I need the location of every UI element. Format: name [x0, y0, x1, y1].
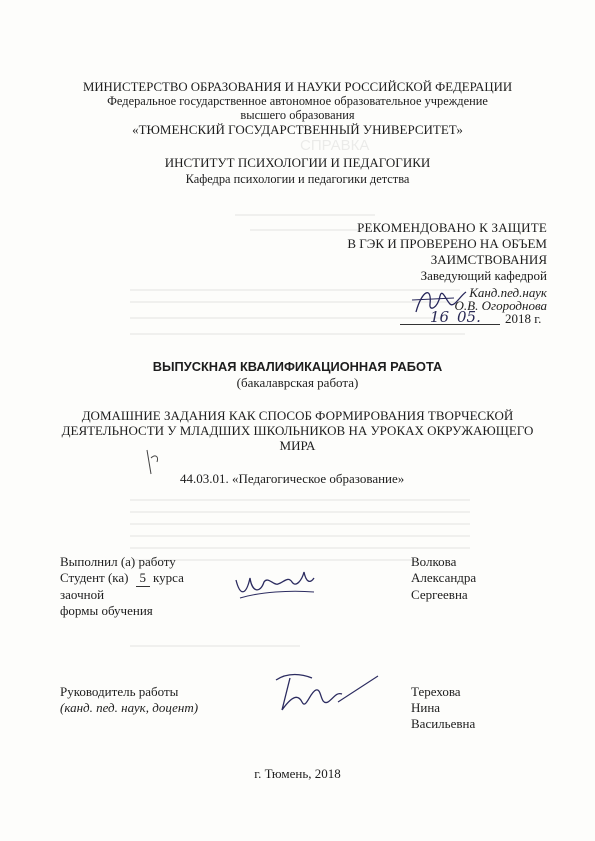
- supervisor-label-1: Руководитель работы: [60, 684, 179, 699]
- student-label-3: заочной: [60, 587, 105, 602]
- course-number: 5: [136, 570, 150, 587]
- student-signature: [230, 562, 320, 607]
- student-name: Александра: [411, 570, 477, 585]
- approval-line-3: ЗАИМСТВОВАНИЯ: [430, 252, 547, 267]
- approval-line-2: В ГЭК И ПРОВЕРЕНО НА ОБЪЕМ: [347, 236, 547, 251]
- svg-text:СПРАВКА: СПРАВКА: [300, 137, 370, 154]
- head-name: О.В. Огороднова: [454, 298, 547, 313]
- head-degree: Канд.пед.наук: [469, 285, 547, 300]
- supervisor-surname: Терехова: [411, 684, 461, 699]
- work-title-line-3: МИРА: [279, 438, 316, 453]
- course-word: курса: [153, 570, 184, 585]
- education-line: высшего образования: [240, 108, 355, 122]
- pencil-mark: [143, 448, 163, 478]
- date-day: 16: [430, 308, 450, 326]
- student-patronymic: Сергеевна: [411, 587, 468, 602]
- head-of-department-label: Заведующий кафедрой: [420, 268, 547, 283]
- city-year: г. Тюмень, 2018: [254, 766, 341, 781]
- date-month: 05.: [457, 308, 481, 326]
- student-label-1: Выполнил (а) работу: [60, 554, 176, 569]
- student-surname: Волкова: [411, 554, 457, 569]
- head-signature: [410, 282, 470, 322]
- student-label-4: формы обучения: [60, 603, 153, 618]
- work-type: ВЫПУСКНАЯ КВАЛИФИКАЦИОННАЯ РАБОТА: [152, 359, 443, 374]
- ministry-line: МИНИСТЕРСТВО ОБРАЗОВАНИЯ И НАУКИ РОССИЙСКОЙ ФЕДЕРАЦИИ: [82, 80, 513, 94]
- department-name: Кафедра психологии и педагогики детства: [185, 172, 410, 186]
- date-underline: [400, 324, 500, 325]
- work-title-line-1: ДОМАШНИЕ ЗАДАНИЯ КАК СПОСОБ ФОРМИРОВАНИЯ ТВОРЧЕСКОЙ: [81, 408, 514, 423]
- institute-name: ИНСТИТУТ ПСИХОЛОГИИ И ПЕДАГОГИКИ: [164, 155, 431, 170]
- specialty: 44.03.01. «Педагогическое образование»: [180, 471, 405, 486]
- work-subtype: (бакалаврская работа): [236, 375, 359, 390]
- university-name: «ТЮМЕНСКИЙ ГОСУДАРСТВЕННЫЙ УНИВЕРСИТЕТ»: [132, 122, 463, 137]
- student-label-text: Студент (ка): [60, 570, 129, 585]
- work-title-line-2: ДЕЯТЕЛЬНОСТИ У МЛАДШИХ ШКОЛЬНИКОВ НА УРОКАХ ОКРУЖАЮЩЕГО: [61, 423, 534, 438]
- supervisor-signature: [262, 666, 382, 726]
- institution-type-line: Федеральное государственное автономное образовательное учреждение: [107, 94, 488, 108]
- supervisor-label-2: (канд. пед. наук, доцент): [60, 700, 199, 715]
- date-year: 2018 г.: [505, 311, 542, 326]
- supervisor-name: Нина: [411, 700, 441, 715]
- student-label-2: [60, 570, 184, 587]
- approval-line-1: РЕКОМЕНДОВАНО К ЗАЩИТЕ: [357, 220, 547, 235]
- supervisor-patronymic: Васильевна: [411, 716, 476, 731]
